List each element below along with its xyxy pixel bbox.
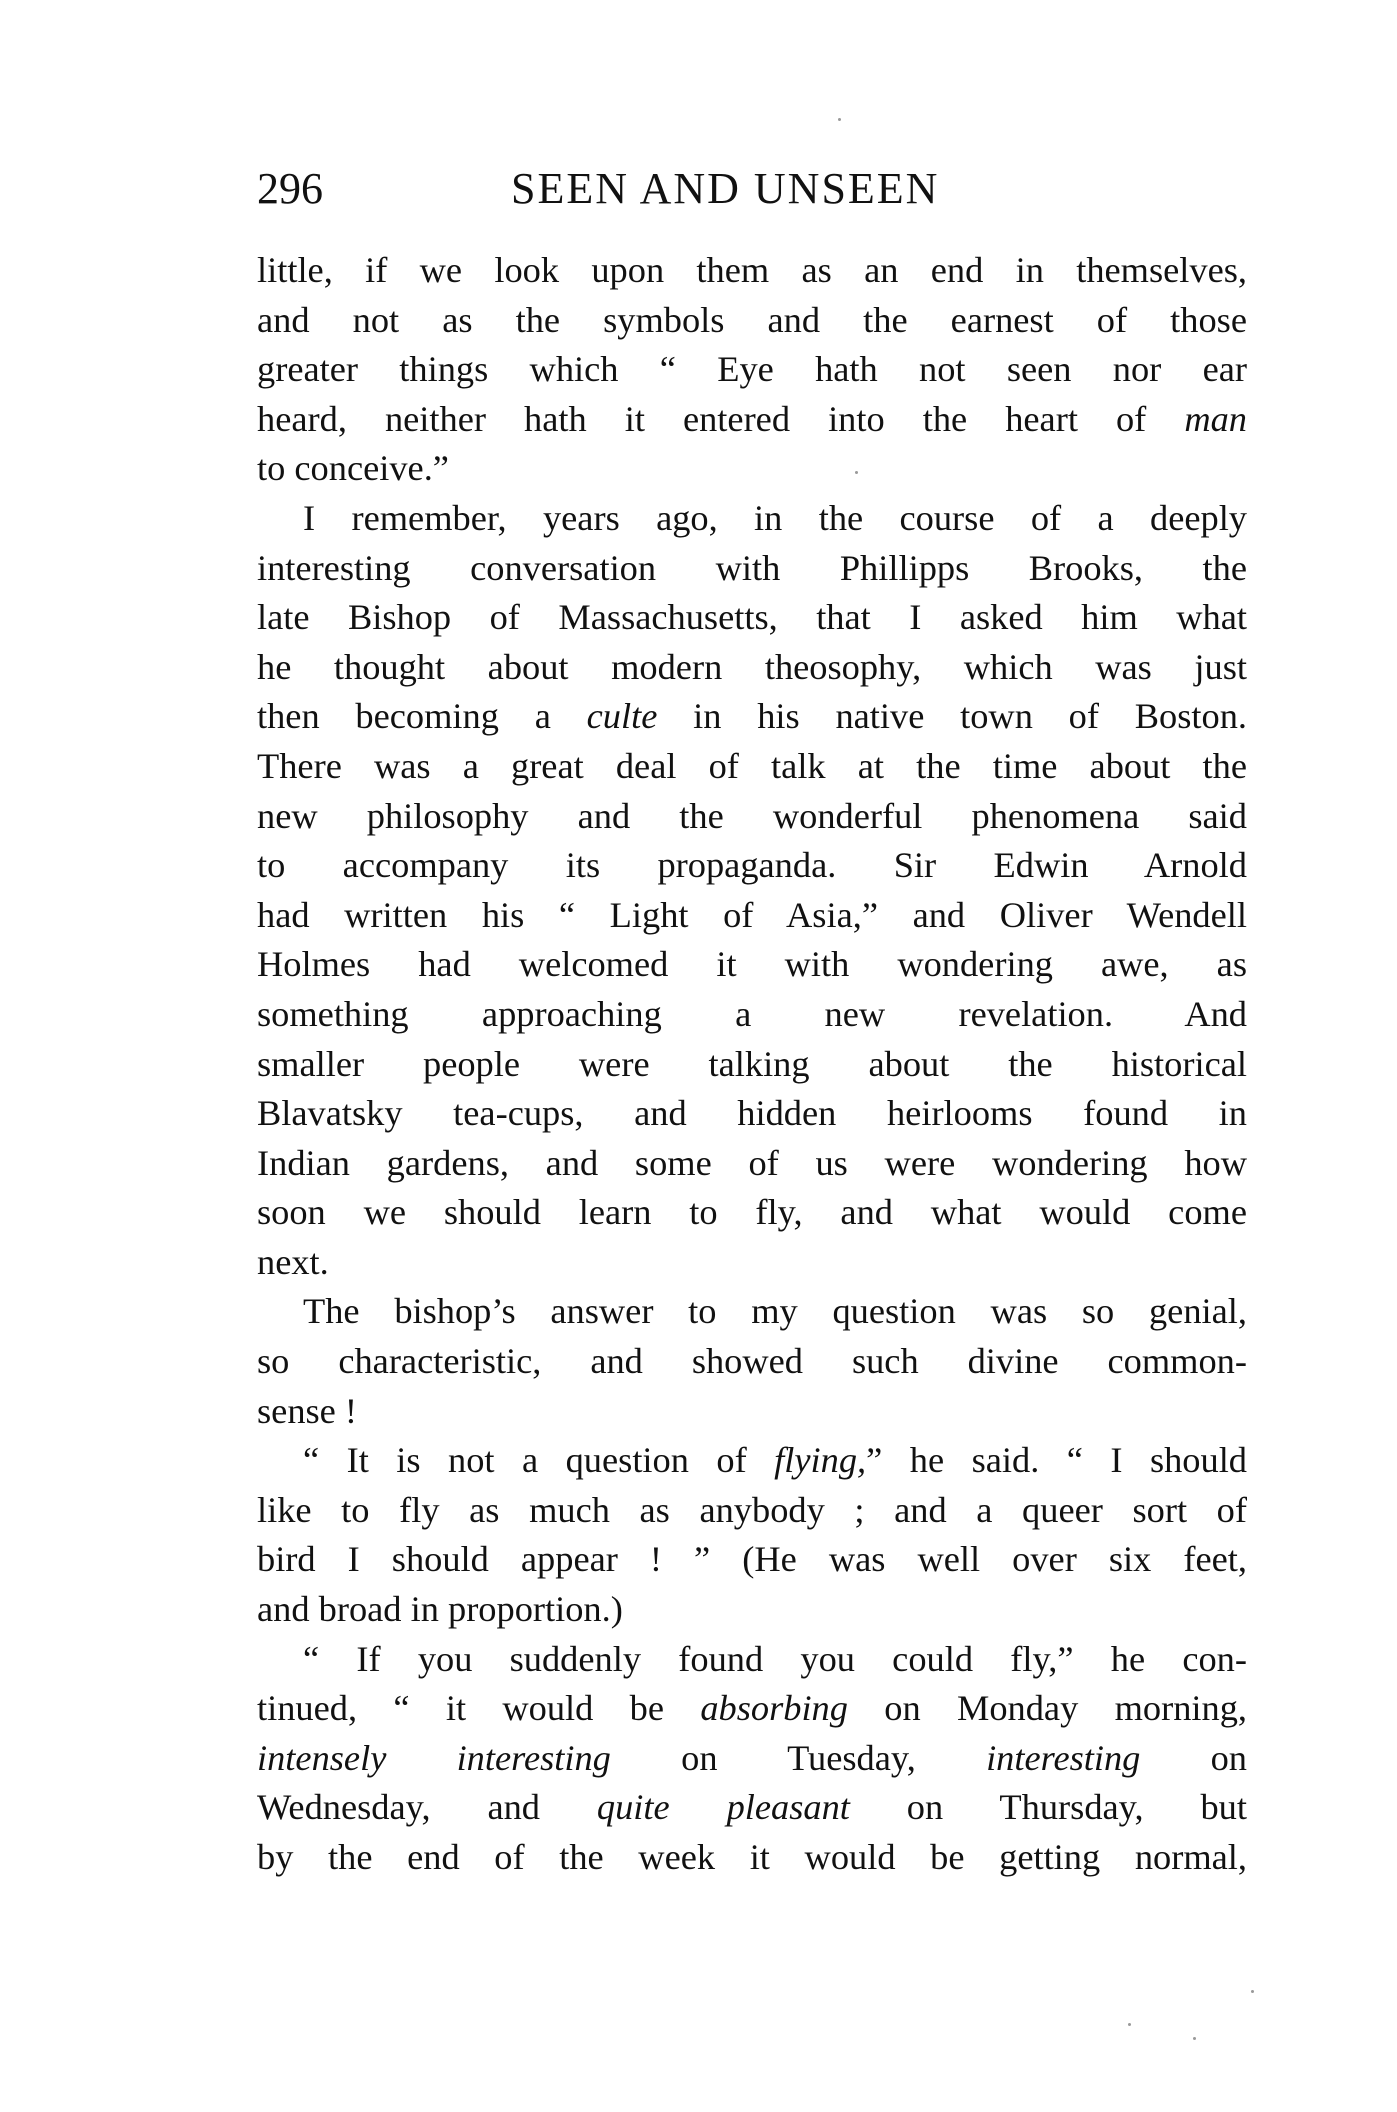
text-segment: “ If you suddenly found you could fly,” he con- (303, 1638, 1247, 1679)
text-segment: The bishop’s answer to my question was so genial, (303, 1291, 1247, 1332)
text-segment: on Monday morning, (847, 1688, 1247, 1729)
text-segment: heard, neither hath it entered into the heart of (257, 398, 1185, 439)
text-segment: had written his “ Light of Asia,” and Oliver Wendell (257, 894, 1247, 935)
text-segment: on Thursday, but (849, 1787, 1247, 1828)
italic-text: intensely interesting (257, 1737, 611, 1778)
text-line (257, 1734, 1247, 1784)
text-segment: next. (257, 1241, 329, 1282)
text-segment: sense ! (257, 1390, 358, 1431)
body-text (257, 246, 1247, 1883)
text-segment: new philosophy and the wonderful phenomena said (257, 795, 1247, 836)
text-segment: soon we should learn to fly, and what would come (257, 1192, 1247, 1233)
text-line (257, 246, 1247, 296)
italic-text: flying, (774, 1440, 867, 1481)
running-head (257, 163, 1247, 223)
text-line (257, 792, 1247, 842)
text-segment: on Tuesday, (610, 1737, 987, 1778)
text-segment: “ It is not a question of (303, 1440, 775, 1481)
text-line (257, 1188, 1247, 1238)
text-segment: smaller people were talking about the historical (257, 1043, 1247, 1084)
text-segment: so characteristic, and showed such divine common- (257, 1341, 1247, 1382)
text-segment: then becoming a (257, 696, 587, 737)
text-line (257, 1535, 1247, 1585)
text-line (257, 544, 1247, 594)
paper-speck (855, 471, 858, 474)
paper-speck (1128, 2023, 1131, 2026)
text-segment: bird I should appear ! ” (He was well over six feet, (257, 1539, 1247, 1580)
italic-text: man (1184, 398, 1247, 439)
text-segment: and broad in proportion.) (257, 1589, 623, 1630)
text-line (257, 1089, 1247, 1139)
paper-speck (1193, 2037, 1196, 2040)
text-segment: Holmes had welcomed it with wondering awe, as (257, 944, 1247, 985)
text-segment: in his native town of Boston. (657, 696, 1247, 737)
text-line (257, 1684, 1247, 1734)
text-line (257, 444, 1247, 494)
text-segment: ” he said. “ I should (866, 1440, 1248, 1481)
italic-text: quite pleasant (596, 1787, 850, 1828)
text-segment: like to fly as much as anybody ; and a queer sort of (257, 1489, 1247, 1530)
text-segment: interesting conversation with Phillipps Brooks, the (257, 547, 1247, 588)
text-segment: tinued, “ it would be (257, 1688, 701, 1729)
text-segment: There was a great deal of talk at the time about the (257, 745, 1247, 786)
text-segment: late Bishop of Massachusetts, that I asked him what (257, 597, 1247, 638)
text-line (257, 1783, 1247, 1833)
text-line (257, 742, 1247, 792)
text-segment: Wednesday, and (257, 1787, 597, 1828)
text-line (257, 1238, 1247, 1288)
text-segment: something approaching a new revelation. And (257, 993, 1247, 1034)
text-line (257, 841, 1247, 891)
text-line (257, 1139, 1247, 1189)
text-line (257, 643, 1247, 693)
text-line (257, 296, 1247, 346)
text-segment: on (1140, 1737, 1247, 1778)
text-line (257, 891, 1247, 941)
italic-text: absorbing (700, 1688, 848, 1729)
text-line (257, 940, 1247, 990)
text-line (257, 1436, 1247, 1486)
text-segment: greater things which “ Eye hath not seen nor ear (257, 349, 1247, 390)
text-segment: Indian gardens, and some of us were wondering how (257, 1142, 1247, 1183)
text-line (257, 345, 1247, 395)
italic-text: interesting (986, 1737, 1141, 1778)
text-segment: little, if we look upon them as an end in themselves, (257, 250, 1247, 290)
text-segment: he thought about modern theosophy, which was just (257, 646, 1247, 687)
italic-text: culte (586, 696, 658, 737)
text-line (257, 1040, 1247, 1090)
text-line (257, 1833, 1247, 1883)
text-line (257, 1585, 1247, 1635)
text-line (257, 990, 1247, 1040)
text-segment: to conceive.” (257, 448, 449, 489)
text-segment: Blavatsky tea-cups, and hidden heirlooms found in (257, 1093, 1247, 1134)
paper-speck (1251, 1990, 1254, 1993)
text-line (257, 1486, 1247, 1536)
text-line (257, 395, 1247, 445)
text-line (257, 692, 1247, 742)
text-segment: I remember, years ago, in the course of a deeply (303, 497, 1247, 538)
text-line (257, 1387, 1247, 1437)
text-line (257, 1287, 1247, 1337)
text-line (257, 1337, 1247, 1387)
paper-speck (838, 118, 841, 121)
text-segment: to accompany its propaganda. Sir Edwin Arnold (257, 845, 1247, 886)
text-line (257, 593, 1247, 643)
text-line (257, 494, 1247, 544)
text-line (257, 1635, 1247, 1685)
text-segment: and not as the symbols and the earnest of those (257, 299, 1247, 340)
page-number: 296 (257, 164, 323, 213)
text-segment: by the end of the week it would be getting normal, (257, 1837, 1247, 1877)
running-title: SEEN AND UNSEEN (511, 164, 940, 213)
